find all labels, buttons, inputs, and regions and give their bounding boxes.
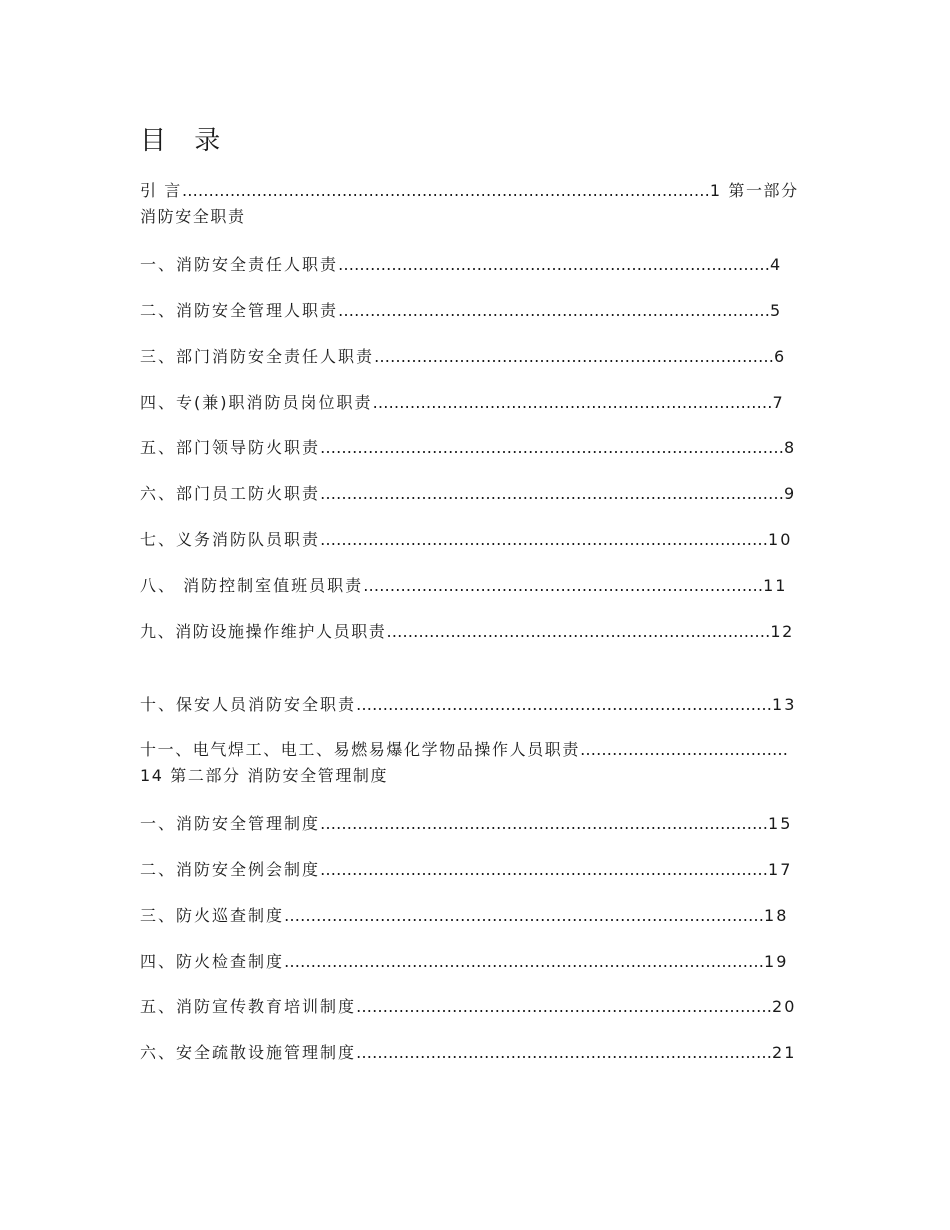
toc-entry-text: 一、消防安全责任人职责 bbox=[140, 255, 339, 274]
toc-entry bbox=[140, 344, 810, 367]
toc-entry-dots: ……………………………………………………………… bbox=[386, 622, 771, 641]
toc-entry-dots: …………………………………………………………………… bbox=[356, 997, 773, 1016]
toc-entry-dots: …………………………………………………………………… bbox=[356, 1043, 773, 1062]
toc-entry-dots: ………………………………………………………………………… bbox=[320, 530, 769, 549]
toc-entry-dots: ……………………………………………………………………………… bbox=[284, 906, 765, 925]
toc-entry-page: 10 bbox=[768, 530, 793, 549]
toc-entry-text: 八、 消防控制室值班员职责 bbox=[140, 576, 364, 595]
toc-entry bbox=[140, 298, 810, 321]
toc-entry-page: 7 bbox=[772, 393, 785, 412]
toc-entry-text: 三、防火巡查制度 bbox=[140, 906, 285, 925]
toc-entry-text: 引 言 bbox=[140, 181, 182, 200]
toc-entry-page: 8 bbox=[784, 438, 797, 457]
toc-entry-text: 一、消防安全管理制度 bbox=[140, 814, 321, 833]
toc-entry-page: 21 bbox=[772, 1043, 797, 1062]
toc-entry-text: 九、消防设施操作维护人员职责 bbox=[140, 622, 387, 641]
toc-entry-page: 14 第二部分 消防安全管理制度 bbox=[140, 766, 389, 785]
toc-entry-dots: …………………………………………………………………………… bbox=[320, 484, 785, 503]
toc-entry bbox=[140, 573, 810, 596]
toc-entry-dots: ………………………………………………………………………… bbox=[320, 860, 769, 879]
toc-entry bbox=[140, 949, 810, 972]
toc-title: 目 录 bbox=[140, 126, 231, 156]
toc-entry-dots: ……………………………………………………………………………… bbox=[284, 952, 765, 971]
toc-entry-text: 七、义务消防队员职责 bbox=[140, 530, 321, 549]
toc-entry bbox=[140, 435, 810, 458]
toc-entry-page: 5 bbox=[770, 301, 783, 320]
toc-entry-dots: ………………………………………………………………………… bbox=[320, 814, 769, 833]
toc-entry-page: 17 bbox=[768, 860, 793, 879]
toc-entry-text: 四、专(兼)职消防员岗位职责 bbox=[140, 393, 373, 412]
toc-entry-text: 三、部门消防安全责任人职责 bbox=[140, 347, 375, 366]
toc-entry-page: 18 bbox=[764, 906, 789, 925]
toc-entry-dots: ………………………………………………………………… bbox=[372, 393, 773, 412]
toc-entry bbox=[140, 527, 810, 550]
toc-entry-page: 19 bbox=[764, 952, 789, 971]
toc-entry-dots: ……………………………………………………………………………………… bbox=[181, 181, 710, 200]
toc-entry-text: 六、部门员工防火职责 bbox=[140, 484, 321, 503]
toc-entry bbox=[140, 994, 810, 1017]
toc-entry-page: 1 第一部分 消防安全职责 bbox=[140, 181, 799, 226]
toc-entry-page: 6 bbox=[774, 347, 787, 366]
toc-entry-dots: ……………………………………………………………………… bbox=[338, 301, 771, 320]
toc-entry-dots: ………………………………………………………………… bbox=[374, 347, 775, 366]
toc-entry bbox=[140, 692, 810, 715]
toc-entry-text: 十、保安人员消防安全职责 bbox=[140, 695, 357, 714]
toc-entry-text: 五、消防宣传教育培训制度 bbox=[140, 997, 357, 1016]
toc-entry-page: 11 bbox=[763, 576, 788, 595]
toc-entry bbox=[140, 178, 810, 230]
toc-entry-page: 20 bbox=[772, 997, 797, 1016]
toc-entry-text: 十一、电气焊工、电工、易燃易爆化学物品操作人员职责 bbox=[140, 740, 581, 759]
toc-entry-text: 六、安全疏散设施管理制度 bbox=[140, 1043, 357, 1062]
toc-entry bbox=[140, 1040, 810, 1063]
toc-entry bbox=[140, 811, 810, 834]
toc-entry-page: 15 bbox=[768, 814, 793, 833]
toc-entry bbox=[140, 737, 810, 789]
toc-entry bbox=[140, 252, 810, 275]
toc-entry-text: 五、部门领导防火职责 bbox=[140, 438, 321, 457]
toc-entry-dots: ………………………………………………………………… bbox=[363, 576, 764, 595]
toc-entry-dots: ………………………………… bbox=[580, 740, 789, 759]
toc-entry-dots: …………………………………………………………………………… bbox=[320, 438, 785, 457]
toc-entry-dots: ……………………………………………………………………… bbox=[338, 255, 771, 274]
toc-entry-text: 二、消防安全例会制度 bbox=[140, 860, 321, 879]
toc-entry bbox=[140, 903, 810, 926]
toc-entry-text: 二、消防安全管理人职责 bbox=[140, 301, 339, 320]
toc-entry-page: 9 bbox=[784, 484, 797, 503]
toc-entry-dots: …………………………………………………………………… bbox=[356, 695, 773, 714]
toc-entry-text: 四、防火检查制度 bbox=[140, 952, 285, 971]
toc-entry bbox=[140, 619, 800, 645]
toc-entry bbox=[140, 857, 810, 880]
toc-entry-page: 13 bbox=[772, 695, 797, 714]
toc-entry bbox=[140, 481, 810, 504]
toc-entry-page: 4 bbox=[770, 255, 783, 274]
toc-entry bbox=[140, 390, 810, 413]
toc-entry-page: 12 bbox=[770, 622, 794, 641]
